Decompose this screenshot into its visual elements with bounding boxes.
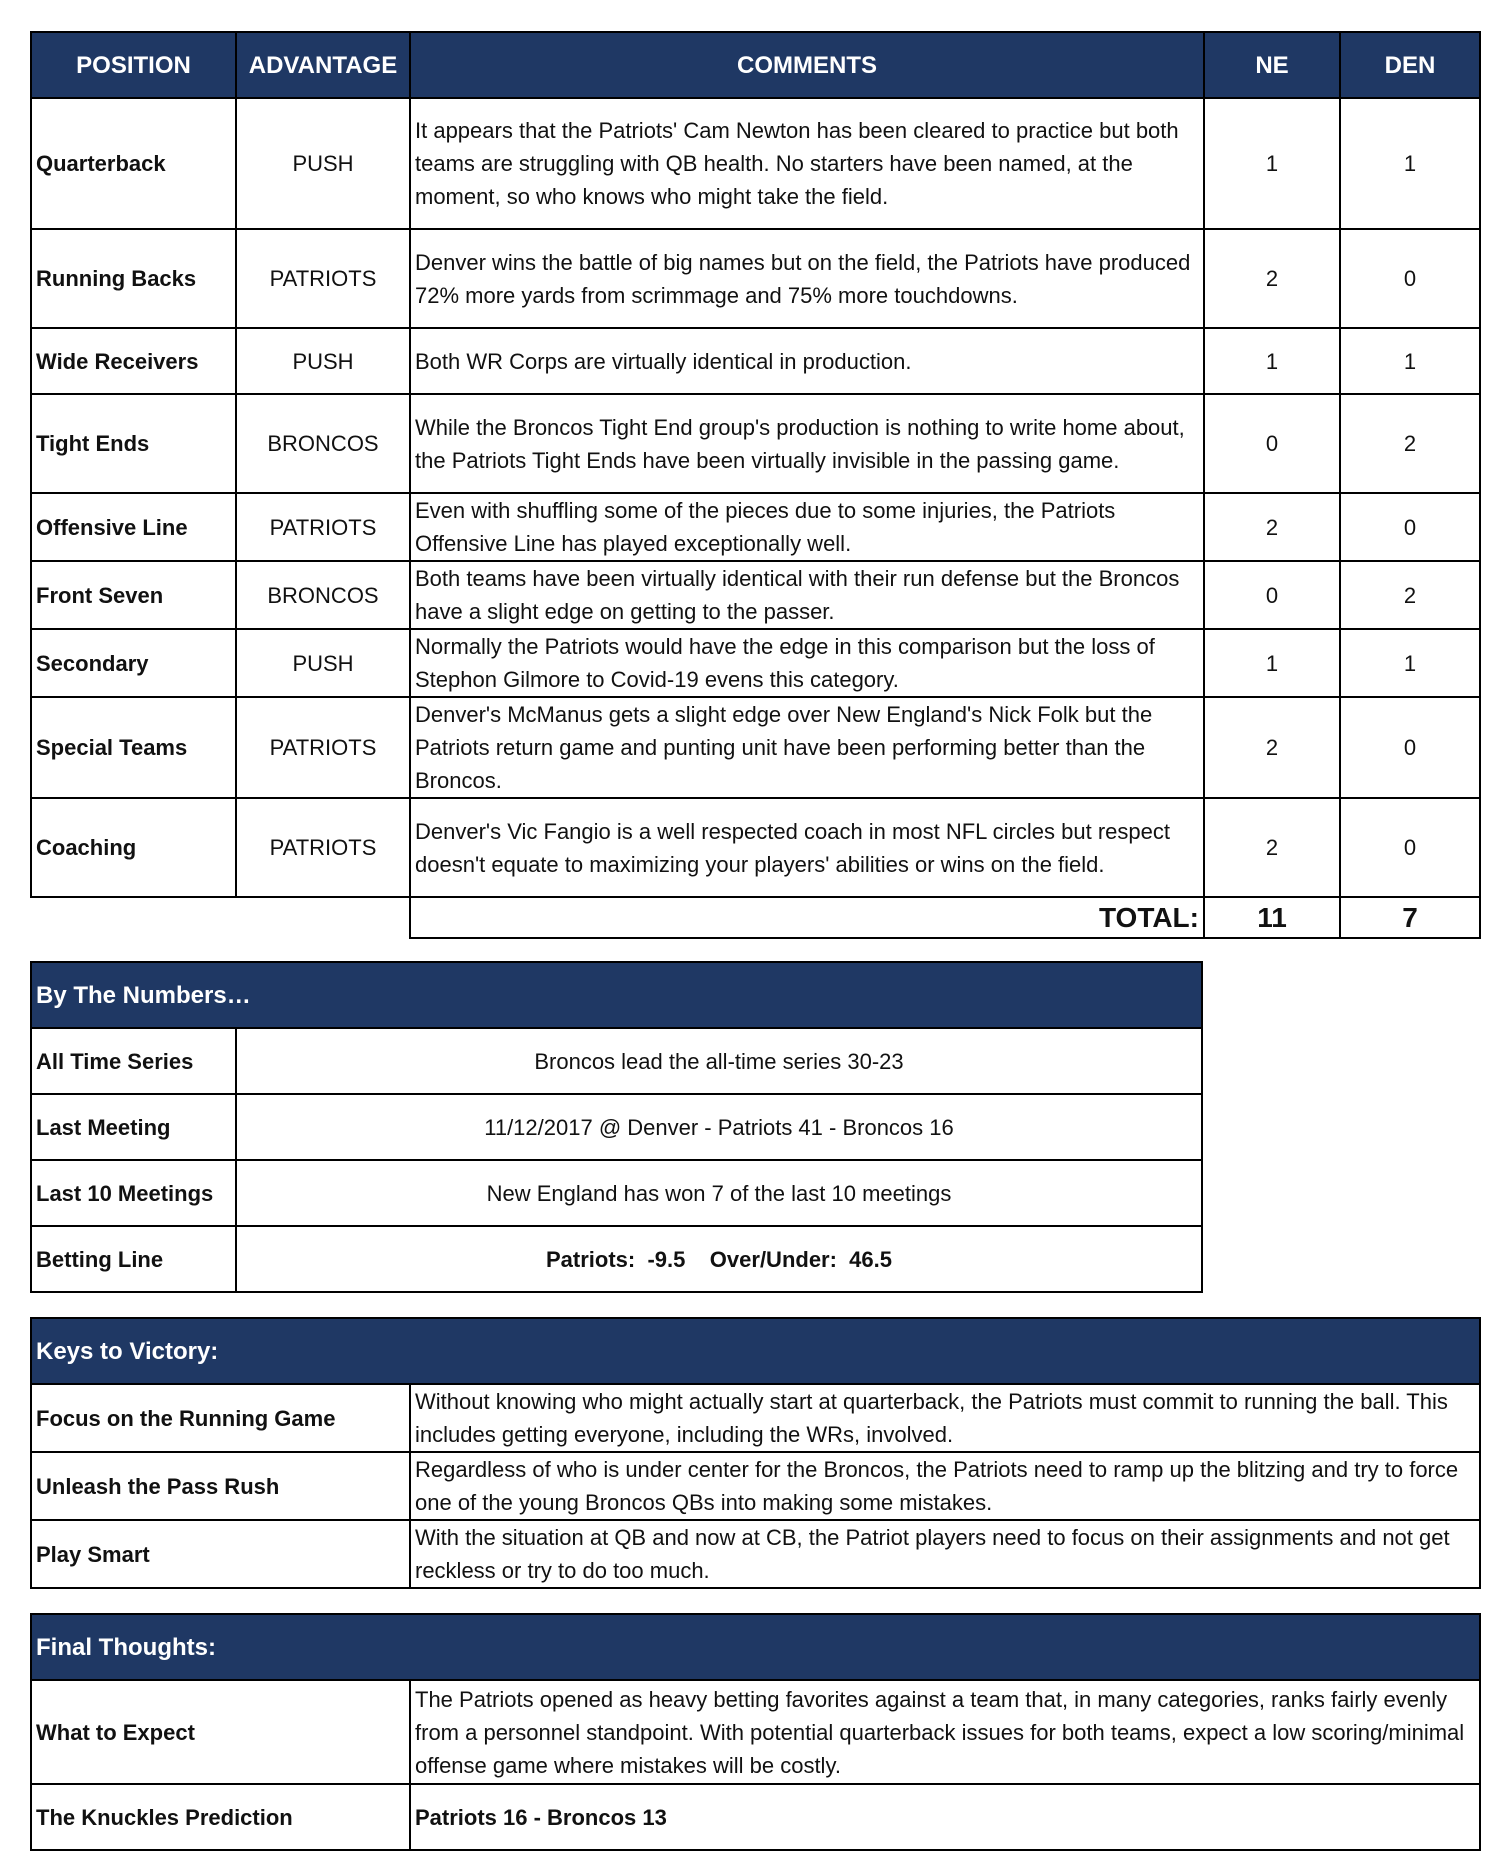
header-den: DEN bbox=[1340, 32, 1480, 98]
table-row bbox=[31, 328, 1480, 394]
ne-score-cell: 2 bbox=[1204, 697, 1340, 798]
table-row bbox=[31, 1226, 1202, 1292]
prediction-value: Patriots 16 - Broncos 13 bbox=[410, 1784, 1480, 1850]
table-row bbox=[31, 1520, 1480, 1588]
den-score-cell: 1 bbox=[1340, 629, 1480, 697]
den-score-cell: 0 bbox=[1340, 697, 1480, 798]
matchup-header-row bbox=[31, 32, 1480, 98]
section-title: Final Thoughts: bbox=[31, 1614, 1480, 1680]
position-cell: Secondary bbox=[31, 629, 236, 697]
advantage-cell: PUSH bbox=[236, 629, 410, 697]
position-cell: Coaching bbox=[31, 798, 236, 897]
den-score-cell: 1 bbox=[1340, 328, 1480, 394]
table-row bbox=[31, 1452, 1480, 1520]
row-value: Without knowing who might actually start at quarterback, the Patriots must commit to running the ball. This includes getting everyone, including the WRs, involved. bbox=[410, 1384, 1480, 1452]
row-value: 11/12/2017 @ Denver - Patriots 41 - Broncos 16 bbox=[236, 1094, 1202, 1160]
comment-cell: Denver wins the battle of big names but on the field, the Patriots have produced 72% more yards from scrimmage and 75% more touchdowns. bbox=[410, 229, 1204, 328]
table-row bbox=[31, 229, 1480, 328]
position-cell: Offensive Line bbox=[31, 493, 236, 561]
table-row bbox=[31, 1160, 1202, 1226]
row-label: The Knuckles Prediction bbox=[31, 1784, 410, 1850]
ne-score-cell: 2 bbox=[1204, 229, 1340, 328]
row-label: Play Smart bbox=[31, 1520, 410, 1588]
den-score-cell: 2 bbox=[1340, 561, 1480, 629]
advantage-cell: PATRIOTS bbox=[236, 697, 410, 798]
row-value: The Patriots opened as heavy betting favorites against a team that, in many categories, ranks fairly evenly from a personnel standpoint. With potential quarterback issues for both teams, expect a low scoring/minimal offense game where mistakes will be costly. bbox=[410, 1680, 1480, 1784]
row-label: Unleash the Pass Rush bbox=[31, 1452, 410, 1520]
row-label: Focus on the Running Game bbox=[31, 1384, 410, 1452]
row-value: New England has won 7 of the last 10 meetings bbox=[236, 1160, 1202, 1226]
position-cell: Quarterback bbox=[31, 98, 236, 229]
ne-score-cell: 1 bbox=[1204, 328, 1340, 394]
den-score-cell: 0 bbox=[1340, 798, 1480, 897]
row-label: Last 10 Meetings bbox=[31, 1160, 236, 1226]
position-cell: Tight Ends bbox=[31, 394, 236, 493]
den-score-cell: 2 bbox=[1340, 394, 1480, 493]
comment-cell: Both WR Corps are virtually identical in production. bbox=[410, 328, 1204, 394]
final-thoughts-table bbox=[30, 1613, 1481, 1851]
table-row bbox=[31, 1784, 1480, 1850]
row-value: Regardless of who is under center for the Broncos, the Patriots need to ramp up the blitzing and try to force one of the young Broncos QBs into making some mistakes. bbox=[410, 1452, 1480, 1520]
comment-cell: It appears that the Patriots' Cam Newton has been cleared to practice but both teams are struggling with QB health. No starters have been named, at the moment, so who knows who might take the field. bbox=[410, 98, 1204, 229]
advantage-cell: BRONCOS bbox=[236, 561, 410, 629]
section-header-row bbox=[31, 1614, 1480, 1680]
advantage-cell: BRONCOS bbox=[236, 394, 410, 493]
row-label: All Time Series bbox=[31, 1028, 236, 1094]
position-cell: Running Backs bbox=[31, 229, 236, 328]
comment-cell: Denver's McManus gets a slight edge over New England's Nick Folk but the Patriots return game and punting unit have been performing better than the Broncos. bbox=[410, 697, 1204, 798]
table-row bbox=[31, 629, 1480, 697]
section-title: Keys to Victory: bbox=[31, 1318, 1480, 1384]
comment-cell: While the Broncos Tight End group's production is nothing to write home about, the Patriots Tight Ends have been virtually invisible in the passing game. bbox=[410, 394, 1204, 493]
advantage-cell: PATRIOTS bbox=[236, 798, 410, 897]
comment-cell: Normally the Patriots would have the edge in this comparison but the loss of Stephon Gilmore to Covid-19 evens this category. bbox=[410, 629, 1204, 697]
table-row bbox=[31, 1384, 1480, 1452]
position-cell: Special Teams bbox=[31, 697, 236, 798]
total-ne: 11 bbox=[1204, 897, 1340, 938]
header-position: POSITION bbox=[31, 32, 236, 98]
position-cell: Wide Receivers bbox=[31, 328, 236, 394]
ne-score-cell: 1 bbox=[1204, 98, 1340, 229]
table-row bbox=[31, 394, 1480, 493]
section-title: By The Numbers… bbox=[31, 962, 1202, 1028]
row-value: Patriots: -9.5 Over/Under: 46.5 bbox=[236, 1226, 1202, 1292]
row-label: Last Meeting bbox=[31, 1094, 236, 1160]
comment-cell: Both teams have been virtually identical with their run defense but the Broncos have a slight edge on getting to the passer. bbox=[410, 561, 1204, 629]
table-row bbox=[31, 561, 1480, 629]
table-row bbox=[31, 798, 1480, 897]
ne-score-cell: 1 bbox=[1204, 629, 1340, 697]
by-the-numbers-table bbox=[30, 961, 1203, 1293]
table-row bbox=[31, 697, 1480, 798]
header-ne: NE bbox=[1204, 32, 1340, 98]
comment-cell: Even with shuffling some of the pieces due to some injuries, the Patriots Offensive Line has played exceptionally well. bbox=[410, 493, 1204, 561]
den-score-cell: 0 bbox=[1340, 493, 1480, 561]
den-score-cell: 0 bbox=[1340, 229, 1480, 328]
row-label: What to Expect bbox=[31, 1680, 410, 1784]
table-row bbox=[31, 1094, 1202, 1160]
table-row bbox=[31, 1680, 1480, 1784]
ne-score-cell: 2 bbox=[1204, 493, 1340, 561]
table-row bbox=[31, 1028, 1202, 1094]
matchup-table bbox=[30, 31, 1481, 939]
advantage-cell: PATRIOTS bbox=[236, 493, 410, 561]
total-den: 7 bbox=[1340, 897, 1480, 938]
row-value: Broncos lead the all-time series 30-23 bbox=[236, 1028, 1202, 1094]
ne-score-cell: 0 bbox=[1204, 561, 1340, 629]
ne-score-cell: 0 bbox=[1204, 394, 1340, 493]
row-label: Betting Line bbox=[31, 1226, 236, 1292]
table-row bbox=[31, 493, 1480, 561]
keys-to-victory-table bbox=[30, 1317, 1481, 1589]
comment-cell: Denver's Vic Fangio is a well respected coach in most NFL circles but respect doesn't equate to maximizing your players' abilities or wins on the field. bbox=[410, 798, 1204, 897]
header-advantage: ADVANTAGE bbox=[236, 32, 410, 98]
advantage-cell: PATRIOTS bbox=[236, 229, 410, 328]
table-row bbox=[31, 98, 1480, 229]
position-cell: Front Seven bbox=[31, 561, 236, 629]
header-comments: COMMENTS bbox=[410, 32, 1204, 98]
section-header-row bbox=[31, 962, 1202, 1028]
total-label: TOTAL: bbox=[410, 897, 1204, 938]
advantage-cell: PUSH bbox=[236, 328, 410, 394]
total-row bbox=[31, 897, 1480, 938]
row-value: With the situation at QB and now at CB, the Patriot players need to focus on their assignments and not get reckless or try to do too much. bbox=[410, 1520, 1480, 1588]
ne-score-cell: 2 bbox=[1204, 798, 1340, 897]
total-spacer bbox=[31, 897, 410, 938]
den-score-cell: 1 bbox=[1340, 98, 1480, 229]
section-header-row bbox=[31, 1318, 1480, 1384]
advantage-cell: PUSH bbox=[236, 98, 410, 229]
